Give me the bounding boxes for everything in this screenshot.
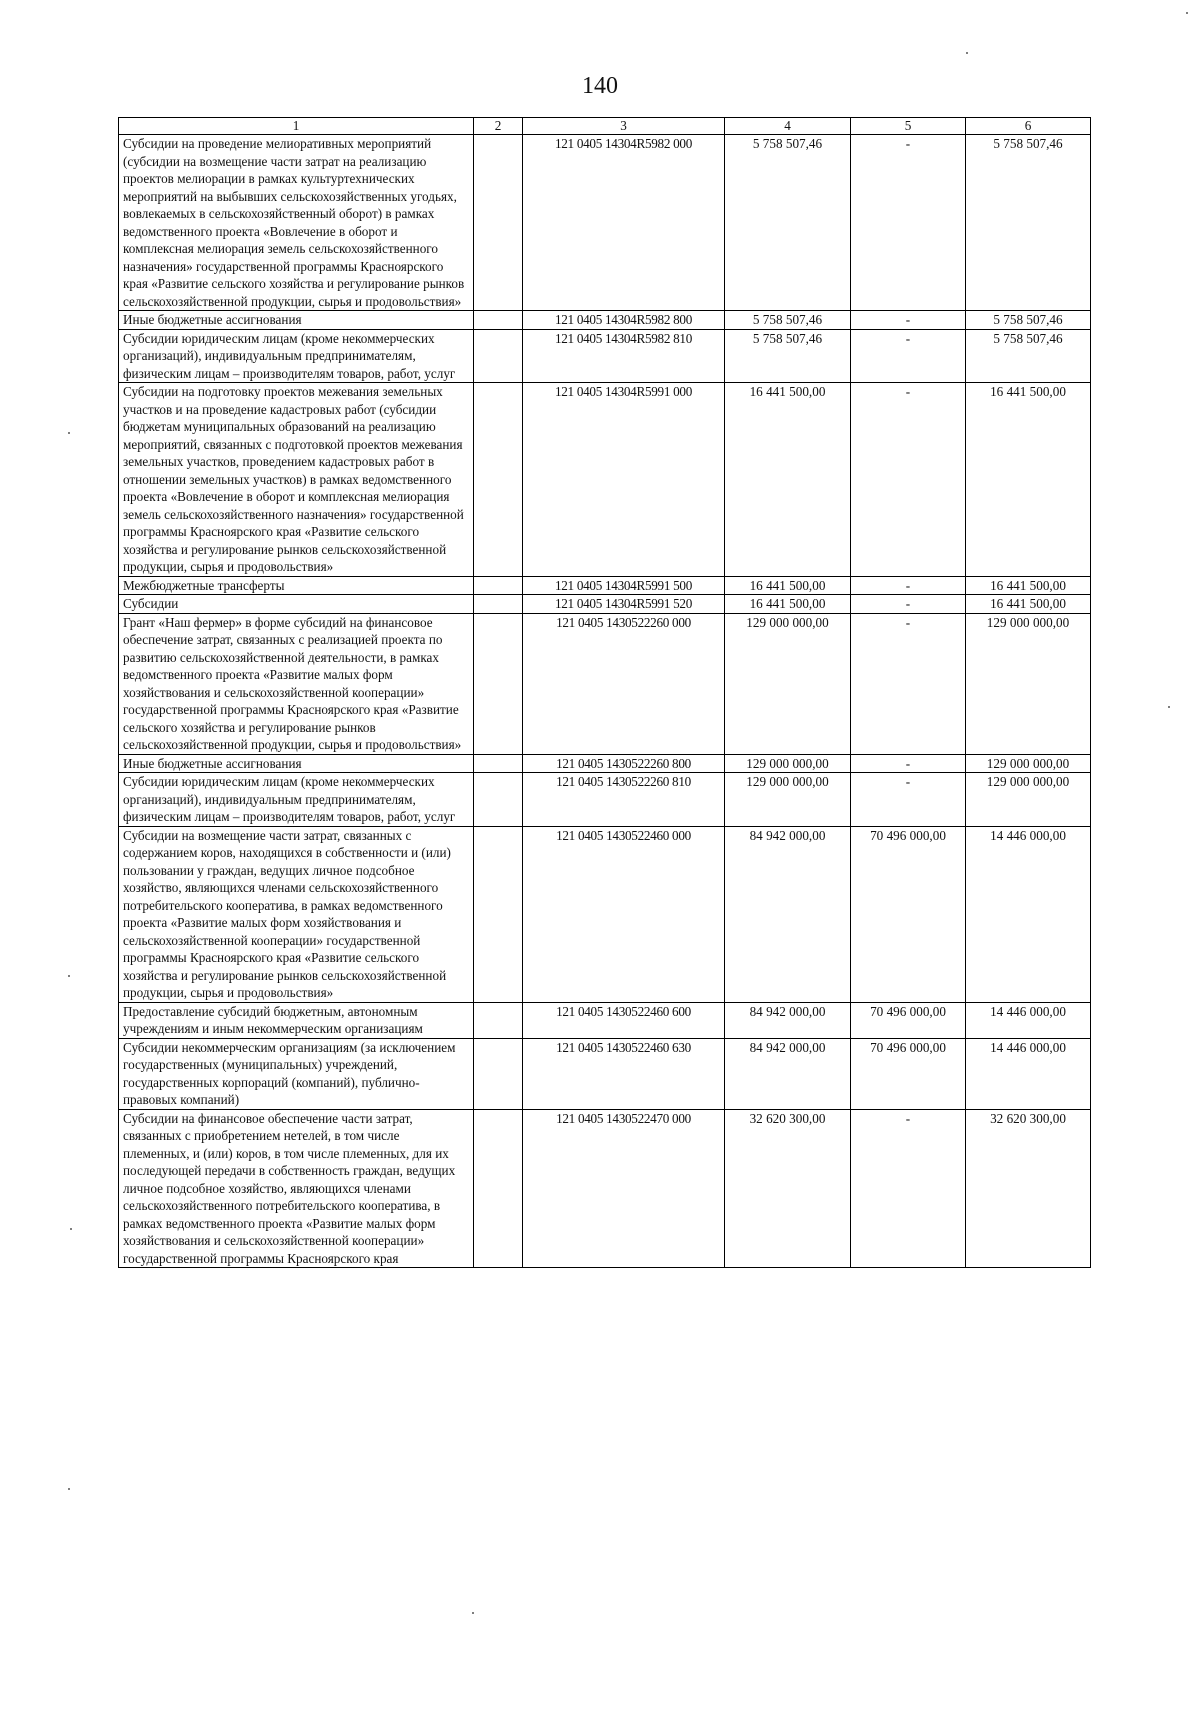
scan-speck — [70, 1228, 72, 1230]
row-code: 121 0405 1430522260 000 — [523, 613, 725, 754]
row-code: 121 0405 1430522460 000 — [523, 826, 725, 1002]
page-number: 140 — [582, 73, 618, 99]
row-col5: - — [851, 1109, 966, 1268]
row-col2 — [474, 1002, 523, 1038]
row-col6: 16 441 500,00 — [966, 595, 1091, 614]
scan-speck — [68, 432, 70, 434]
row-col6: 129 000 000,00 — [966, 773, 1091, 827]
row-code: 121 0405 1430522260 810 — [523, 773, 725, 827]
row-name: Межбюджетные трансферты — [119, 576, 474, 595]
row-col6: 14 446 000,00 — [966, 1038, 1091, 1109]
row-total: 129 000 000,00 — [725, 613, 851, 754]
row-col5: - — [851, 595, 966, 614]
row-col5: - — [851, 329, 966, 383]
table-row — [119, 773, 1091, 827]
row-col2 — [474, 383, 523, 577]
row-total: 16 441 500,00 — [725, 595, 851, 614]
scan-speck — [1186, 12, 1188, 14]
scan-speck — [966, 52, 968, 54]
row-col6: 16 441 500,00 — [966, 576, 1091, 595]
table-row — [119, 311, 1091, 330]
row-col2 — [474, 576, 523, 595]
row-col6: 5 758 507,46 — [966, 135, 1091, 311]
row-col6: 129 000 000,00 — [966, 613, 1091, 754]
row-col5: - — [851, 383, 966, 577]
table-row — [119, 329, 1091, 383]
table-row — [119, 135, 1091, 311]
row-col5: - — [851, 773, 966, 827]
row-col2 — [474, 329, 523, 383]
row-code: 121 0405 14304R5991 500 — [523, 576, 725, 595]
row-total: 84 942 000,00 — [725, 1002, 851, 1038]
row-col5: - — [851, 613, 966, 754]
row-col6: 5 758 507,46 — [966, 329, 1091, 383]
row-name: Субсидии на финансовое обеспечение части затрат, связанных с приобретением нетелей, в том числе племенных, и (или) коров, в том числе племенных, для их последующей передачи в собственность граждан, ведущих личное подсобное хозяйство, являющихся членами сельскохозяйственного потребительского кооператива, в рамках ведомственного проекта «Развитие малых форм хозяйствования и сельскохозяйственной кооперации» государственной программы Красноярского края — [119, 1109, 474, 1268]
column-header: 2 — [474, 118, 523, 135]
row-name: Иные бюджетные ассигнования — [119, 311, 474, 330]
row-col2 — [474, 773, 523, 827]
table-row — [119, 1109, 1091, 1268]
column-header: 1 — [119, 118, 474, 135]
table-row — [119, 1002, 1091, 1038]
column-header: 5 — [851, 118, 966, 135]
row-col6: 14 446 000,00 — [966, 1002, 1091, 1038]
table-row — [119, 576, 1091, 595]
row-name: Грант «Наш фермер» в форме субсидий на финансовое обеспечение затрат, связанных с реализацией проекта по развитию сельскохозяйственной деятельности, в рамках ведомственного проекта «Развитие малых форм хозяйствования и сельскохозяйственной кооперации» государственной программы Красноярского края «Развитие сельского хозяйства и регулирование рынков сельскохозяйственной продукции, сырья и продовольствия» — [119, 613, 474, 754]
row-col2 — [474, 613, 523, 754]
row-total: 5 758 507,46 — [725, 329, 851, 383]
row-code: 121 0405 1430522260 800 — [523, 754, 725, 773]
row-col2 — [474, 311, 523, 330]
table-row — [119, 595, 1091, 614]
row-total: 16 441 500,00 — [725, 383, 851, 577]
row-code: 121 0405 14304R5982 000 — [523, 135, 725, 311]
row-col2 — [474, 135, 523, 311]
column-header: 6 — [966, 118, 1091, 135]
table-row — [119, 613, 1091, 754]
row-code: 121 0405 14304R5982 810 — [523, 329, 725, 383]
row-col6: 5 758 507,46 — [966, 311, 1091, 330]
row-col5: - — [851, 576, 966, 595]
row-total: 32 620 300,00 — [725, 1109, 851, 1268]
row-col6: 32 620 300,00 — [966, 1109, 1091, 1268]
scan-speck — [1168, 706, 1170, 708]
row-col2 — [474, 754, 523, 773]
table-row — [119, 1038, 1091, 1109]
row-col2 — [474, 1109, 523, 1268]
table-row — [119, 826, 1091, 1002]
row-code: 121 0405 1430522460 630 — [523, 1038, 725, 1109]
column-header: 4 — [725, 118, 851, 135]
scan-speck — [68, 1488, 70, 1490]
row-col5: 70 496 000,00 — [851, 1002, 966, 1038]
row-col6: 14 446 000,00 — [966, 826, 1091, 1002]
row-col6: 129 000 000,00 — [966, 754, 1091, 773]
row-total: 84 942 000,00 — [725, 1038, 851, 1109]
row-name: Субсидии юридическим лицам (кроме некоммерческих организаций), индивидуальным предпринимателям, физическим лицам – производителям товаров, работ, услуг — [119, 773, 474, 827]
row-col6: 16 441 500,00 — [966, 383, 1091, 577]
row-total: 129 000 000,00 — [725, 754, 851, 773]
scan-speck — [472, 1612, 474, 1614]
row-total: 129 000 000,00 — [725, 773, 851, 827]
budget-table — [118, 117, 1091, 1268]
row-col2 — [474, 826, 523, 1002]
row-code: 121 0405 14304R5991 000 — [523, 383, 725, 577]
row-name: Субсидии на проведение мелиоративных мероприятий (субсидии на возмещение части затрат на реализацию проектов мелиорации в рамках культуртехнических мероприятий на выбывших сельскохозяйственных угодьях, вовлекаемых в сельскохозяйственный оборот) в рамках ведомственного проекта «Вовлечение в оборот и комплексная мелиорация земель сельскохозяйственного назначения» государственной программы Красноярского края «Развитие сельского хозяйства и регулирование рынков сельскохозяйственной продукции, сырья и продовольствия» — [119, 135, 474, 311]
row-col5: 70 496 000,00 — [851, 1038, 966, 1109]
row-col5: - — [851, 135, 966, 311]
row-name: Субсидии — [119, 595, 474, 614]
row-name: Субсидии юридическим лицам (кроме некоммерческих организаций), индивидуальным предпринимателям, физическим лицам – производителям товаров, работ, услуг — [119, 329, 474, 383]
row-name: Субсидии некоммерческим организациям (за исключением государственных (муниципальных) учреждений, государственных корпораций (компаний), публично-правовых компаний) — [119, 1038, 474, 1109]
row-name: Иные бюджетные ассигнования — [119, 754, 474, 773]
row-code: 121 0405 1430522470 000 — [523, 1109, 725, 1268]
row-col5: - — [851, 754, 966, 773]
row-code: 121 0405 14304R5982 800 — [523, 311, 725, 330]
row-code: 121 0405 14304R5991 520 — [523, 595, 725, 614]
row-name: Субсидии на подготовку проектов межевания земельных участков и на проведение кадастровых работ (субсидии бюджетам муниципальных образований на реализацию мероприятий, связанных с подготовкой проектов межевания земельных участков, проведением кадастровых работ в отношении земельных участков) в рамках ведомственного проекта «Вовлечение в оборот и комплексная мелиорация земель сельскохозяйственного назначения» государственной программы Красноярского края «Развитие сельского хозяйства и регулирование рынков сельскохозяйственной продукции, сырья и продовольствия» — [119, 383, 474, 577]
table-row — [119, 754, 1091, 773]
row-col5: 70 496 000,00 — [851, 826, 966, 1002]
row-code: 121 0405 1430522460 600 — [523, 1002, 725, 1038]
row-col2 — [474, 595, 523, 614]
table-row — [119, 383, 1091, 577]
row-col5: - — [851, 311, 966, 330]
row-name: Предоставление субсидий бюджетным, автономным учреждениям и иным некоммерческим организациям — [119, 1002, 474, 1038]
row-col2 — [474, 1038, 523, 1109]
row-name: Субсидии на возмещение части затрат, связанных с содержанием коров, находящихся в собственности и (или) пользовании у граждан, ведущих личное подсобное хозяйство, являющихся членами сельскохозяйственного потребительского кооператива, в рамках ведомственного проекта «Развитие малых форм хозяйствования и сельскохозяйственной кооперации» государственной программы Красноярского края «Развитие сельского хозяйства и регулирование рынков сельскохозяйственной продукции, сырья и продовольствия» — [119, 826, 474, 1002]
row-total: 5 758 507,46 — [725, 135, 851, 311]
row-total: 84 942 000,00 — [725, 826, 851, 1002]
column-number-row — [119, 118, 1091, 135]
row-total: 16 441 500,00 — [725, 576, 851, 595]
scan-speck — [68, 975, 70, 977]
row-total: 5 758 507,46 — [725, 311, 851, 330]
column-header: 3 — [523, 118, 725, 135]
